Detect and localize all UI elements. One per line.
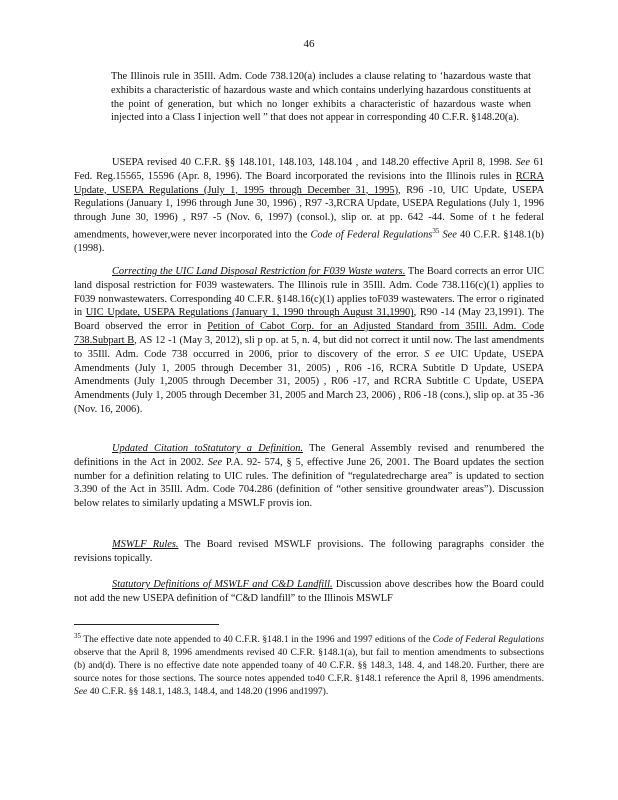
paragraph-updated-citation — [74, 442, 544, 511]
usepa-see-1: See — [515, 157, 531, 168]
footnote-reference[interactable]: 35 — [432, 226, 440, 235]
footnote-text-1: The effective date note appended to 40 C.F.R. §148.1 in the 1996 and 1997 editions of the — [83, 634, 431, 646]
correcting-see-1: S ee — [424, 348, 445, 360]
usepa-text-4: 40 C.F.R. §148.1(b) (1998). — [74, 229, 544, 255]
usepa-see-2: See — [442, 229, 457, 241]
usepa-text-1: USEPA revised 40 C.F.R. §§ 148.101, 148.103, 148.104 , and 148.20 effective April 8, 1998. — [112, 157, 513, 168]
footnote-divider — [74, 624, 219, 625]
paragraph-usepa-revisions — [74, 156, 544, 256]
statutory-heading: Statutory Definitions of MSWLF and C&D Landfill. — [112, 579, 333, 590]
correcting-heading: Correcting the UIC Land Disposal Restriction for F039 Waste waters. — [112, 266, 406, 277]
footnote-cfr-title: Code of Federal Regulations — [432, 634, 544, 646]
footnote-mark: 35 — [74, 632, 81, 640]
mswlf-heading: MSWLF Rules. — [112, 539, 179, 550]
footnote-text-2: observe that the April 8, 1996 amendments revised 40 C.F.R. §148.1(a), but fail to mention amendments to subsections (b) and(d). There is no effective date note appended toany of 40 C.F.R. §§ 148.3, 148. 4, and 148.20. Further, there are source notes for those sections. The source notes appended to40 C.F.R. §148.1 reference the April 8, 1996 amendments. — [74, 647, 544, 685]
correcting-case-link-2[interactable]: Petition of Cabot Corp. for an Adjusted Standard from 35Ill. Adm. Code 738.Subpart B — [74, 321, 544, 346]
footnote-text-3: 40 C.F.R. §§ 148.1, 148.3, 148.4, and 148.20 (1996 and1997). — [89, 686, 329, 698]
paragraph-mswlf-rules — [74, 538, 544, 566]
usepa-case-link-1[interactable]: RCRA Update, USEPA Regulations (July 1, 1995 through December 31, 1995) — [74, 170, 544, 196]
statutory-text-1: Discussion above describes how the Board could not add the new USEPA definition of “C&D landfill” to the Illinois MSWLF — [74, 579, 544, 604]
mswlf-text-1: The Board revised MSWLF provisions. The following paragraphs consider the revisions topically. — [74, 539, 544, 564]
footnote-see-1: See — [74, 686, 88, 698]
correcting-text-1: The Board corrects an error UIC land disposal restriction for F039 wastewaters. The Illinois rule in 35Ill. Adm. Code 738.116(c)(1) applies to F039 nonwastewaters. Corresponding 40 C.F.R. §148.16(c)(1) applies toF039 wastewaters. The error o riginated in — [74, 266, 544, 319]
page-number: 46 — [303, 38, 315, 50]
updated-text-2: P.A. 92- 574, § 5, effective June 26, 2001. The Board updates the section number for a definition relating to UIC rules. The definition of “regulatedrecharge area” is updated to section 3.390 of the Act in 35Ill. Adm. Code 704.286 (definition of “other sensitive groundwater areas”). Discussion below relates to similarly updating a MSWLF provis ion. — [74, 456, 544, 510]
usepa-cfr-title: Code of Federal Regulations — [310, 229, 433, 241]
paragraph-correcting-f039 — [74, 265, 544, 417]
usepa-text-3: , R96 -10, UIC Update, USEPA Regulations (January 1, 1996 through June 30, 1996) , R97 -3,RCRA Update, USEPA Regulations (July 1, 1996 through June 30, 1996) , R97 -5 (Nov. 6, 1997) (consol.), slip or. at pp. 642 -44. Some of t he federal amendments, however,were never incorporated into the — [74, 184, 544, 241]
block-quote: The Illinois rule in 35Ill. Adm. Code 738.120(a) includes a clause relating to ‘hazardous waste that exhibits a characteristic of hazardous waste and which contains underlying hazardous constituents at the point of generation, but which no longer exhibits a characteristic of hazardous waste when injected into a Class I injection well ” that does not appear in corresponding 40 C.F.R. §148.20(a). — [111, 71, 531, 124]
updated-text-1: The General Assembly revised and renumbered the definitions in the Act in 2002. — [74, 443, 544, 468]
correcting-text-3: , AS 12 -1 (May 3, 2012), sli p op. at 5, n. 4, but did not correct it until now. The last amendments to 35Ill. Adm. Code 738 occurred in 2006, prior to discovery of the error. — [74, 334, 544, 360]
updated-see-1: See — [207, 456, 223, 468]
updated-heading: Updated Citation toStatutory a Definition. — [112, 443, 303, 454]
correcting-case-link-1[interactable]: UIC Update, USEPA Regulations (January 1, 1990 through August 31,1990) — [85, 307, 414, 319]
paragraph-statutory-definitions — [74, 578, 544, 606]
correcting-text-4: UIC Update, USEPA Amendments (July 1, 2005 through December 31, 2005) , R06 -16, RCRA Subtitle D Update, USEPA Amendments (July 1,2005 through December 31, 2005) , R06 -17, and RCRA Subtitle C Update, USEPA Amendments (July 1, 2005 through December 31, 2005 and March 23, 2006) , R06 -18 (cons.), slip op. at 35 -36 (Nov. 16, 2006). — [74, 348, 544, 415]
usepa-text-2: 61 Fed. Reg.15565, 15596 (Apr. 8, 1996). The Board incorporated the revisions into the Illinois rules in — [74, 157, 544, 182]
correcting-text-2: , R90 -14 (May 23,1991). The Board observed the error in — [74, 307, 544, 333]
footnote-35 — [74, 630, 544, 698]
